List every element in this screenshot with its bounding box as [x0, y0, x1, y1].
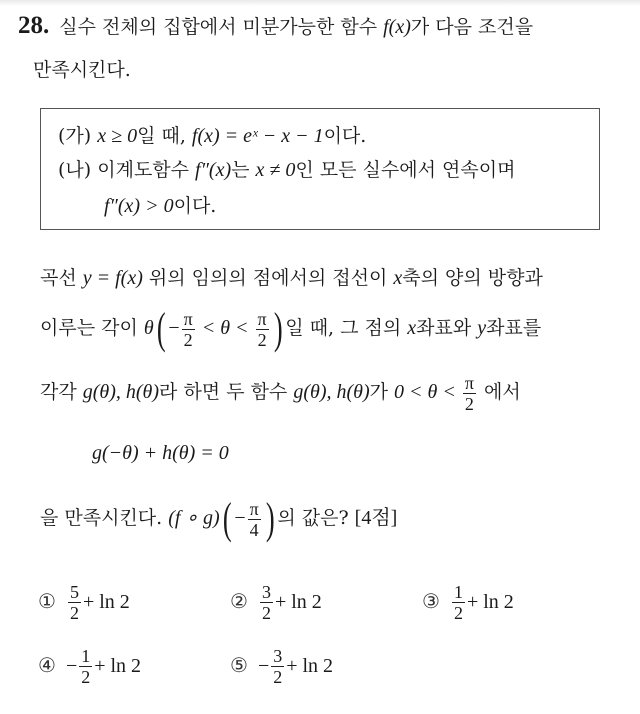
question-line-2: 만족시킨다.	[33, 59, 131, 81]
choice-marker: ②	[230, 589, 248, 613]
fraction-pi-over-2: $\frac{\pi}{2}$	[257, 308, 267, 350]
choice-marker: ⑤	[230, 653, 248, 677]
choice-marker: ①	[38, 589, 56, 613]
body-line-3: 각각 g(θ), h(θ)라 하면 두 함수 g(θ), h(θ)가 0 < θ < $\frac{\pi}{2}$ 에서	[40, 372, 521, 414]
fraction-pi-over-4: $\frac{\pi}{4}$	[249, 498, 259, 540]
body-line-4: 을 만족시킨다. (f ∘ g)( − $\frac{\pi}{4}$ ) 의 값은? [4점]	[40, 494, 398, 543]
fraction-pi-over-2: $\frac{\pi}{2}$	[464, 372, 474, 414]
choice-3[interactable]: ③ $\frac{1}{2}$ + ln 2	[422, 582, 514, 623]
page-top-edge	[0, 0, 640, 6]
choice-marker: ④	[38, 653, 56, 677]
body-line-2: 이루는 각이 θ( − $\frac{\pi}{2}$ < θ < $\frac{\pi}{2}$ ) 일 때, 그 점의 x좌표와 y좌표를	[40, 304, 542, 353]
question-number: 28.	[18, 12, 50, 39]
choice-1[interactable]: ① $\frac{5}{2}$ + ln 2	[38, 582, 130, 623]
points-badge: [4점]	[354, 507, 398, 529]
body-line-1: 곡선 y = f(x) 위의 임의의 점에서의 접선이 x축의 양의 방향과	[40, 267, 543, 289]
choice-2[interactable]: ② $\frac{3}{2}$ + ln 2	[230, 582, 322, 623]
condition-na-cont: f″(x) > 0이다.	[104, 195, 217, 217]
choice-4[interactable]: ④ − $\frac{1}{2}$ + ln 2	[38, 646, 142, 687]
condition-na: (나) 이계도함수 f″(x)는 x ≠ 0인 모든 실수에서 연속이며	[58, 159, 516, 181]
condition-ga: (가) x ≥ 0일 때, f(x) = eˣ − x − 1이다.	[58, 125, 367, 147]
question-line-1: 28. 실수 전체의 집합에서 미분가능한 함수 f(x)가 다음 조건을	[18, 12, 534, 39]
choice-marker: ③	[422, 589, 440, 613]
fraction-pi-over-2: $\frac{\pi}{2}$	[183, 308, 193, 350]
condition-equation: g(−θ) + h(θ) = 0	[92, 442, 229, 464]
choice-5[interactable]: ⑤ − $\frac{3}{2}$ + ln 2	[230, 646, 334, 687]
